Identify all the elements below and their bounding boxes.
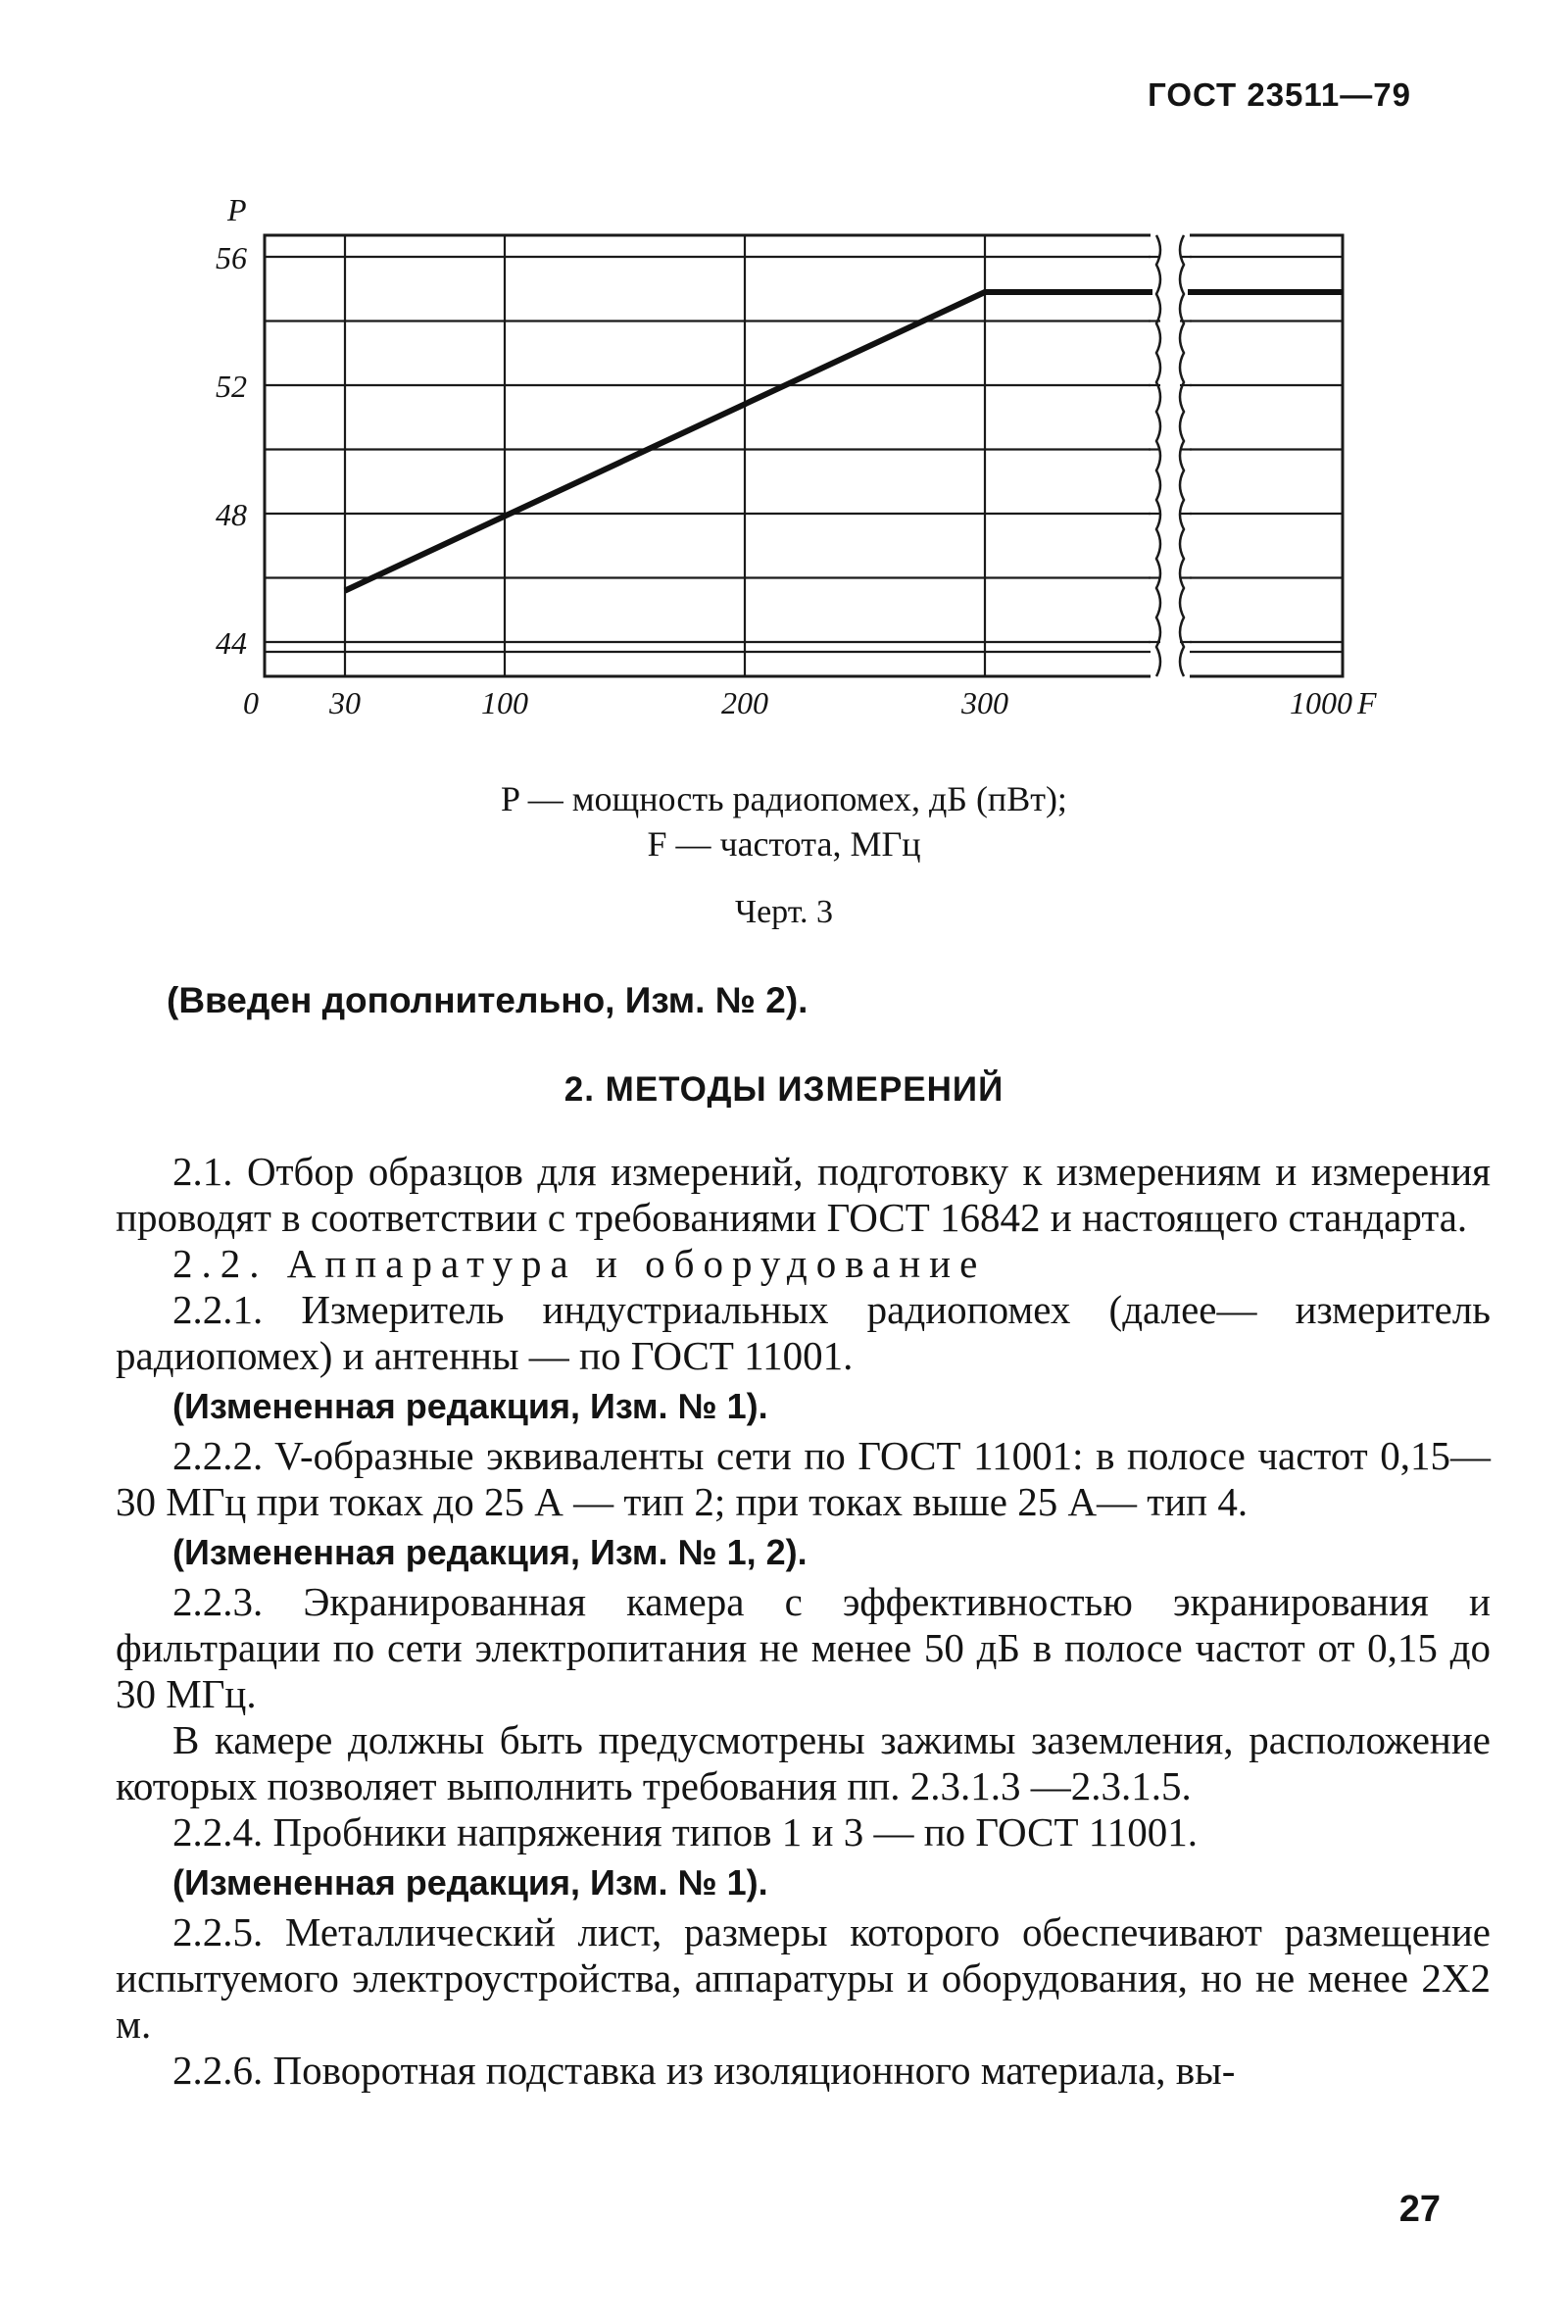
x-axis-label: F xyxy=(1357,685,1377,720)
x-tick-label: 1000 xyxy=(1290,685,1352,720)
paragraph-2-1: 2.1. Отбор образцов для измерений, подготовку к измерениям и измерения проводят в соответствии с требованиями ГОСТ 16842 и настоящего стандарта. xyxy=(116,1149,1491,1240)
x-tick-label: 100 xyxy=(481,685,528,720)
series-line-main xyxy=(345,292,1152,591)
y-tick-label: 56 xyxy=(216,240,247,275)
x-tick-label: 30 xyxy=(329,685,361,720)
chart-frame-main xyxy=(265,235,1156,676)
amendment-note: (Измененная редакция, Изм. № 1). xyxy=(172,1862,768,1903)
x-tick-label: 200 xyxy=(721,685,768,720)
y-axis-label: P xyxy=(227,192,247,227)
paragraph-2-2-3: 2.2.3. Экранированная камера с эффективностью экранирования и фильтрации по сети электропитания не менее 50 дБ в полосе частот от 0,15 до 30 МГц. xyxy=(116,1579,1491,1716)
section-title: 2. МЕТОДЫ ИЗМЕРЕНИЙ xyxy=(564,1070,1004,1109)
axis-break-marks xyxy=(1149,231,1192,680)
amendment-note: (Введен дополнительно, Изм. № 2). xyxy=(167,980,808,1020)
amendment-note: (Измененная редакция, Изм. № 1). xyxy=(172,1386,768,1426)
y-tick-label: 44 xyxy=(216,625,247,661)
paragraph-camera: В камере должны быть предусмотрены зажимы заземления, расположение которых позволяет выполнить требования пп. 2.3.1.3 —2.3.1.5. xyxy=(116,1717,1491,1808)
chart-reference: Черт. 3 xyxy=(734,894,834,930)
power-frequency-chart xyxy=(0,0,1568,745)
chart-frame-right xyxy=(1184,235,1343,676)
page-number: 27 xyxy=(1398,2189,1441,2230)
y-tick-label: 52 xyxy=(216,369,247,404)
y-origin-label: 0 xyxy=(243,685,259,720)
series-lines xyxy=(345,292,1343,591)
paragraph-2-2-6: 2.2.6. Поворотная подставка из изоляционного материала, вы- xyxy=(172,2048,1236,2093)
paragraph-2-2-4: 2.2.4. Пробники напряжения типов 1 и 3 — по ГОСТ 11001. xyxy=(172,1809,1199,1854)
y-tick-label: 48 xyxy=(216,497,247,532)
amendment-note: (Измененная редакция, Изм. № 1, 2). xyxy=(172,1532,808,1572)
x-tick-label: 300 xyxy=(961,685,1008,720)
paragraph-2-2: 2.2. Аппаратура и оборудование xyxy=(172,1241,987,1286)
paragraph-2-2-5: 2.2.5. Металлический лист, размеры которого обеспечивают размещение испытуемого электроустройства, аппаратуры и оборудования, но не менее 2Х2 м. xyxy=(116,1909,1491,2047)
document-header: ГОСТ 23511—79 xyxy=(1148,76,1411,113)
caption-line-p: P — мощность радиопомех, дБ (пВт); xyxy=(501,779,1067,818)
paragraph-2-2-1: 2.2.1. Измеритель индустриальных радиопомех (далее— измеритель радиопомех) и антенны — по ГОСТ 11001. xyxy=(116,1287,1491,1378)
body-text xyxy=(116,1149,1491,2094)
caption-line-f: F — частота, МГц xyxy=(647,824,921,864)
paragraph-2-2-2: 2.2.2. V-образные эквиваленты сети по ГОСТ 11001: в полосе частот 0,15—30 МГц при токах до 25 А — тип 2; при токах выше 25 А— тип 4. xyxy=(116,1433,1491,1524)
